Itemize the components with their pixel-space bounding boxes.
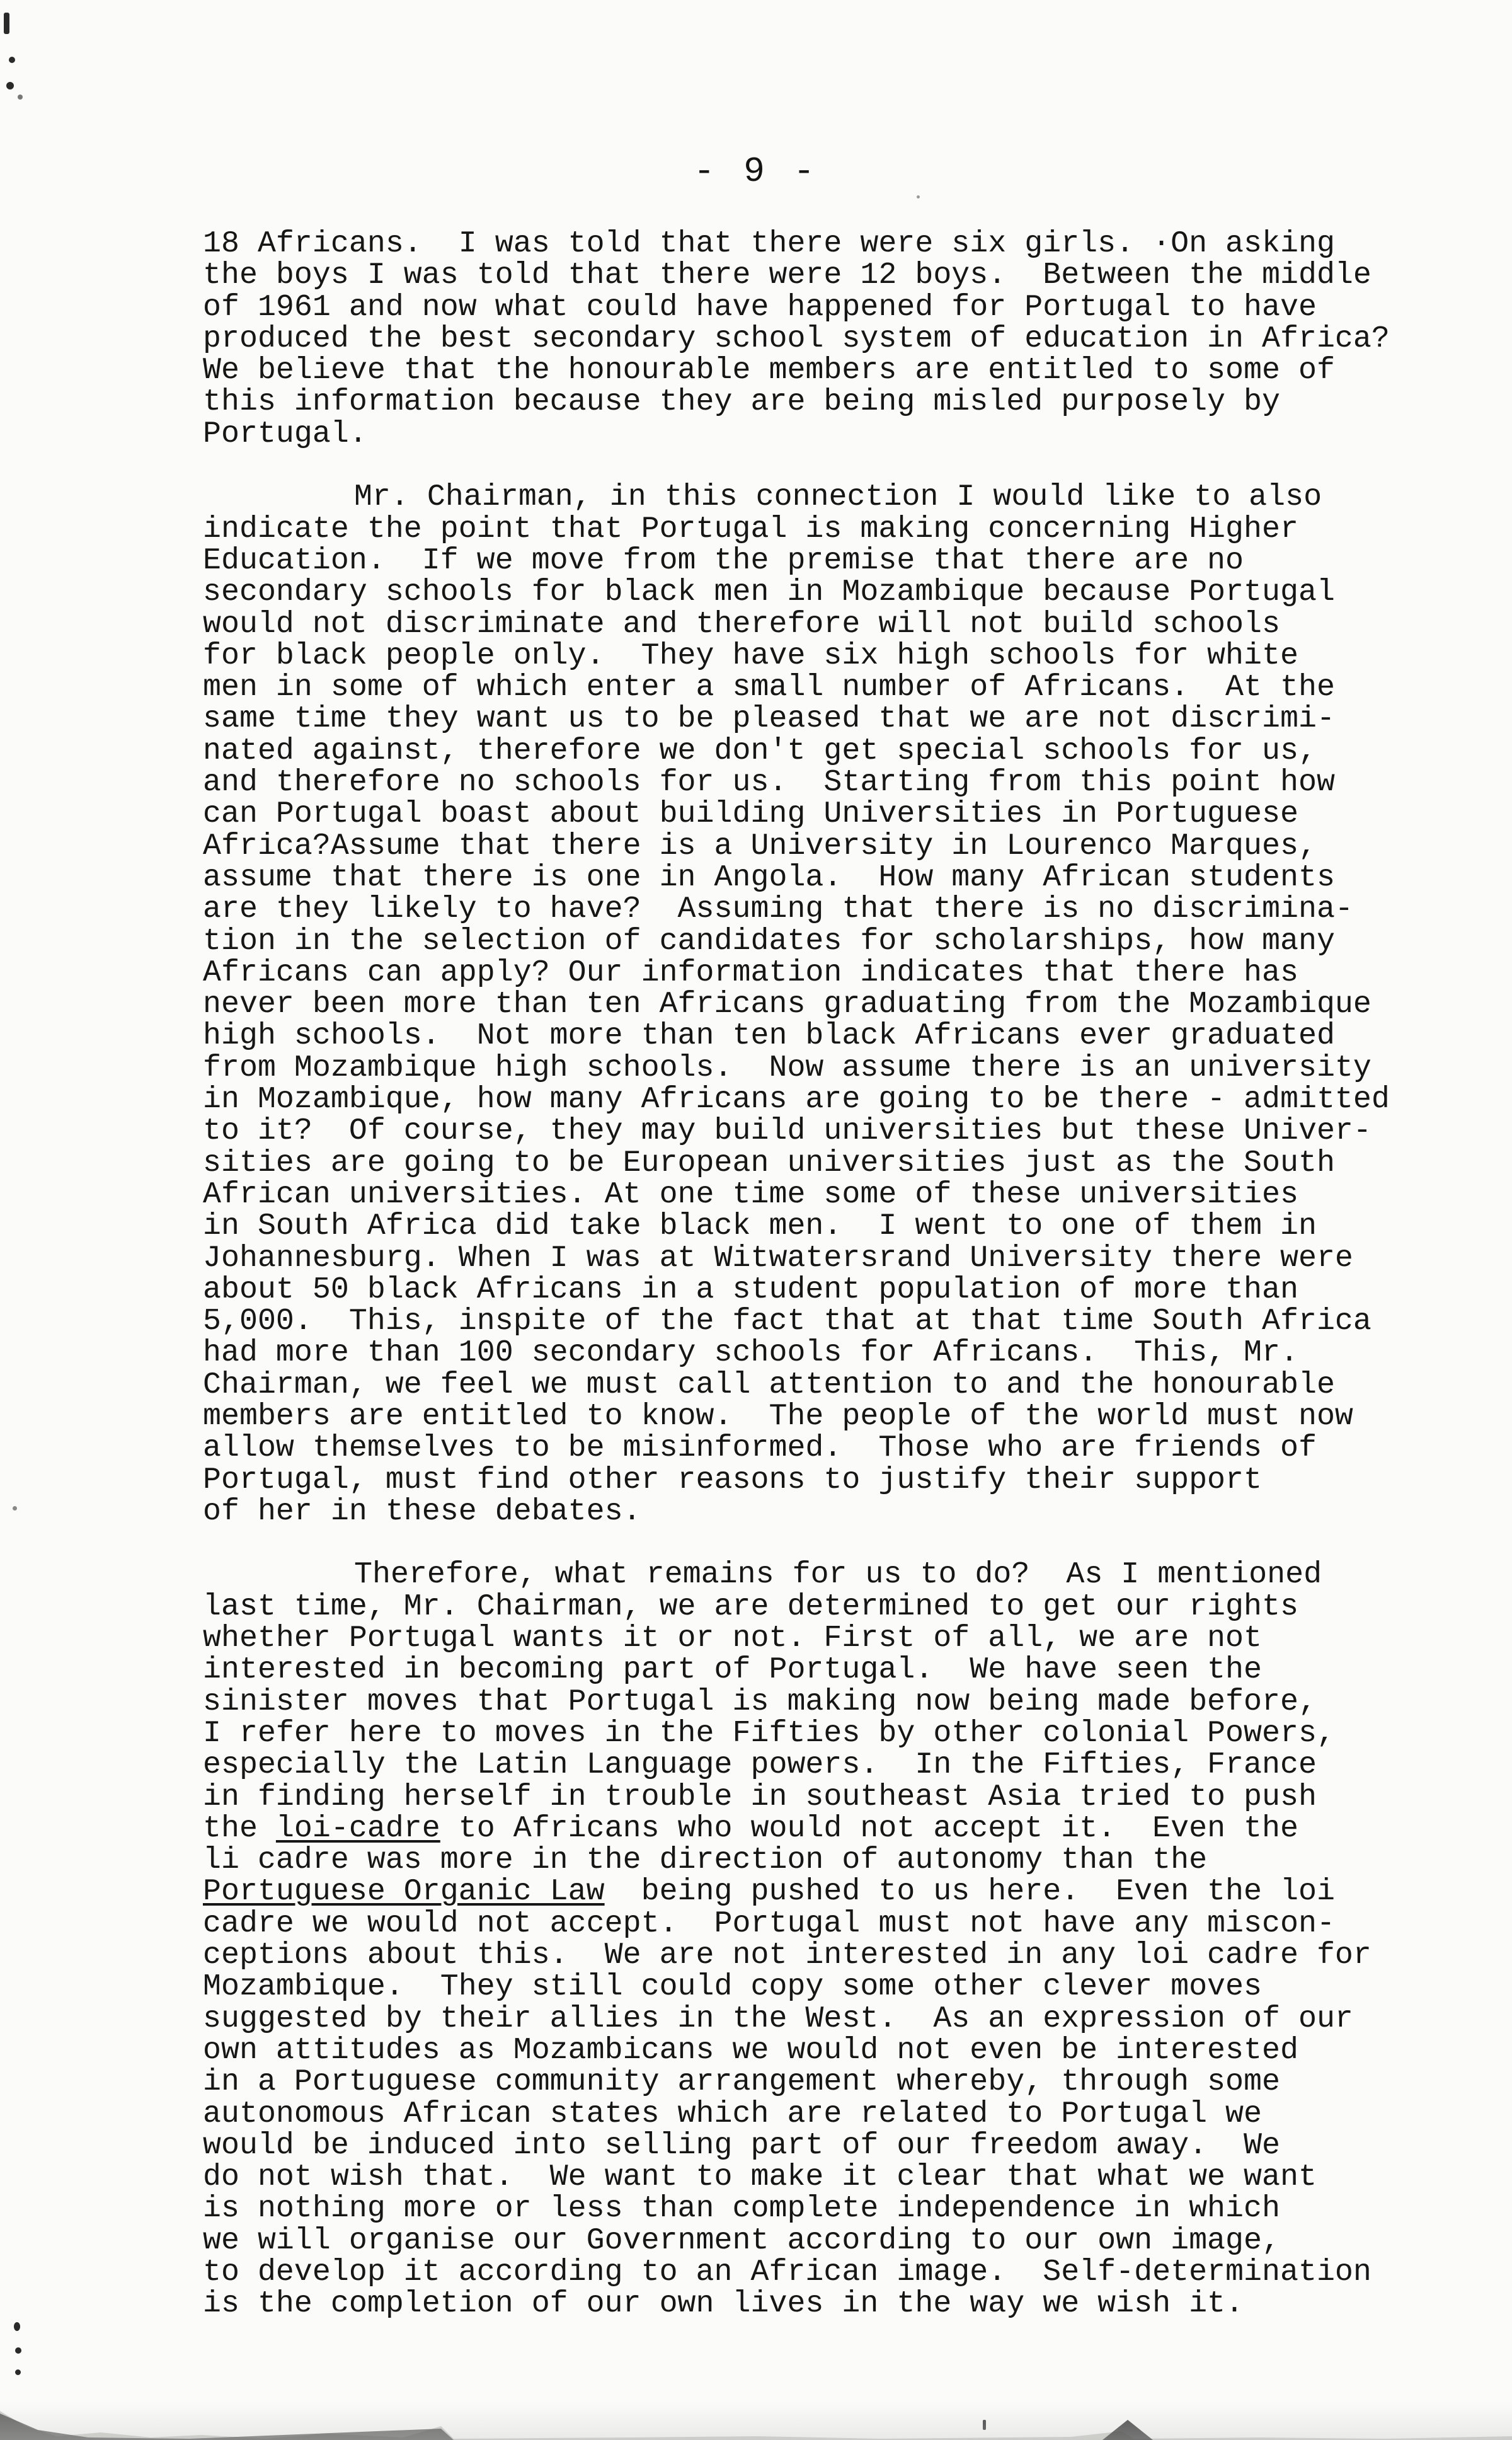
text-line: tion in the selection of candidates for scholarships, how many [203, 923, 1335, 958]
text-line: to it? Of course, they may build universities but these Univer- [203, 1114, 1372, 1149]
text-line: had more than 100 secondary schools for Africans. This, Mr. [203, 1335, 1298, 1371]
text-line: in a Portuguese community arrangement whereby, through some [203, 2064, 1280, 2100]
page-edge-shadow [0, 2402, 1512, 2440]
text-line: especially the Latin Language powers. In the Fifties, France [203, 1747, 1317, 1783]
text-line: high schools. Not more than ten black Africans ever graduated [203, 1018, 1335, 1054]
text-line: from Mozambique high schools. Now assume there is an university [203, 1050, 1372, 1085]
text-line: this information because they are being misled purposely by [203, 384, 1280, 420]
scan-speck [917, 195, 920, 199]
page-number: - 9 - [693, 151, 819, 192]
text-line: assume that there is one in Angola. How many African students [203, 860, 1335, 895]
text-line: Chairman, we feel we must call attention to and the honourable [203, 1367, 1335, 1402]
text-line: members are entitled to know. The people of the world must now [203, 1398, 1353, 1434]
text-line: the boys I was told that there were 12 boys. Between the middle [203, 258, 1372, 293]
text-line: Therefore, what remains for us to do? As I mentioned [354, 1557, 1322, 1592]
text-line: cadre we would not accept. Portugal must not have any miscon- [203, 1906, 1335, 1941]
text-line: to develop it according to an African image. Self-determination [203, 2255, 1372, 2289]
text-line: Africans can apply? Our information indicates that there has [203, 955, 1298, 990]
text-line: whether Portugal wants it or not. First of all, we are not [203, 1621, 1263, 1656]
text-line: is nothing more or less than complete independence in which [203, 2191, 1280, 2226]
text-line: li cadre was more in the direction of autonomy than the [203, 1843, 1208, 1878]
text-line: last time, Mr. Chairman, we are determined to get our rights [203, 1589, 1298, 1624]
text-line: would not discriminate and therefore will not build schools [203, 606, 1280, 642]
text-line: same time they want us to be pleased that we are not discrimi- [203, 701, 1335, 737]
scan-speck [6, 82, 14, 89]
scan-speck [18, 95, 23, 100]
text-line: suggested by their allies in the West. As an expression of our [203, 2001, 1353, 2036]
text-line: sinister moves that Portugal is making now being made before, [203, 1684, 1317, 1719]
paragraph-container [203, 228, 1463, 2320]
text-line: indicate the point that Portugal is making concerning Higher [203, 511, 1298, 546]
text-line: would be induced into selling part of our freedom away. We [203, 2127, 1280, 2163]
text-line: Africa?Assume that there is a University in Lourenco Marques, [203, 828, 1317, 863]
text-line: 18 Africans. I was told that there were six girls. ·On asking [203, 226, 1335, 261]
text-line: Portugal. [203, 416, 367, 451]
text-line: in finding herself in trouble in southeast Asia tried to push [203, 1779, 1317, 1814]
text-line: African universities. At one time some of these universities [203, 1177, 1298, 1212]
text-line: never been more than ten Africans graduating from the Mozambique [203, 987, 1372, 1022]
text-line: the loi-cadre to Africans who would not accept it. Even the [203, 1810, 1298, 1846]
text-line: interested in becoming part of Portugal. We have seen the [203, 1652, 1263, 1688]
text-line: Portuguese Organic Law being pushed to us here. Even the loi [203, 1874, 1335, 1909]
underlined-term: Portuguese Organic Law [203, 1874, 605, 1909]
text-line: own attitudes as Mozambicans we would not even be interested [203, 2032, 1298, 2068]
paragraph [203, 481, 1463, 1528]
text-line: is the completion of our own lives in the way we wish it. [203, 2286, 1244, 2322]
text-line: We believe that the honourable members are entitled to some of [203, 353, 1335, 388]
scan-speck [14, 2322, 20, 2331]
text-line: we will organise our Government according to our own image, [203, 2223, 1280, 2258]
text-line: in South Africa did take black men. I went to one of them in [203, 1209, 1317, 1244]
text-line: and therefore no schools for us. Starting from this point how [203, 765, 1335, 800]
scan-speck [15, 2369, 21, 2375]
text-line: secondary schools for black men in Mozambique because Portugal [203, 575, 1335, 610]
scan-speck [13, 1506, 17, 1511]
text-line: Education. If we move from the premise that there are no [203, 543, 1244, 578]
text-line: Johannesburg. When I was at Witwatersrand University there were [203, 1240, 1353, 1275]
text-line: Mozambique. They still could copy some other clever moves [203, 1969, 1263, 2005]
underlined-term: loi-cadre [275, 1810, 440, 1846]
paragraph [203, 1559, 1463, 2320]
text-line: can Portugal boast about building Universities in Portuguese [203, 797, 1298, 832]
text-line: 5,000. This, inspite of the fact that at that time South Africa [203, 1304, 1372, 1339]
text-line: sities are going to be European universities just as the South [203, 1145, 1335, 1180]
scan-speck [9, 57, 15, 63]
text-line: for black people only. They have six high schools for white [203, 638, 1298, 673]
text-line: Portugal, must find other reasons to justify their support [203, 1462, 1263, 1497]
scan-speck [15, 2347, 21, 2354]
text-line: of 1961 and now what could have happened for Portugal to have [203, 289, 1317, 325]
text-line: ceptions about this. We are not interested in any loi cadre for [203, 1938, 1372, 1973]
text-line: men in some of which enter a small number of Africans. At the [203, 670, 1335, 705]
text-line: Mr. Chairman, in this connection I would like to also [354, 480, 1322, 515]
text-line: are they likely to have? Assuming that there is no discrimina- [203, 892, 1353, 927]
text-line: do not wish that. We want to make it clear that what we want [203, 2160, 1317, 2195]
text-line: of her in these debates. [203, 1493, 641, 1529]
text-line: about 50 black Africans in a student population of more than [203, 1272, 1298, 1307]
text-line: I refer here to moves in the Fifties by other colonial Powers, [203, 1715, 1335, 1751]
paragraph [203, 228, 1463, 450]
text-line: nated against, therefore we don't get special schools for us, [203, 733, 1317, 768]
document-body [203, 228, 1463, 2352]
scan-speck [4, 13, 9, 34]
text-line: autonomous African states which are related to Portugal we [203, 2096, 1263, 2131]
text-line: allow themselves to be misinformed. Those who are friends of [203, 1430, 1317, 1466]
text-line: produced the best secondary school system of education in Africa? [203, 321, 1390, 356]
text-line: in Mozambique, how many Africans are going to be there - admitted [203, 1082, 1390, 1117]
